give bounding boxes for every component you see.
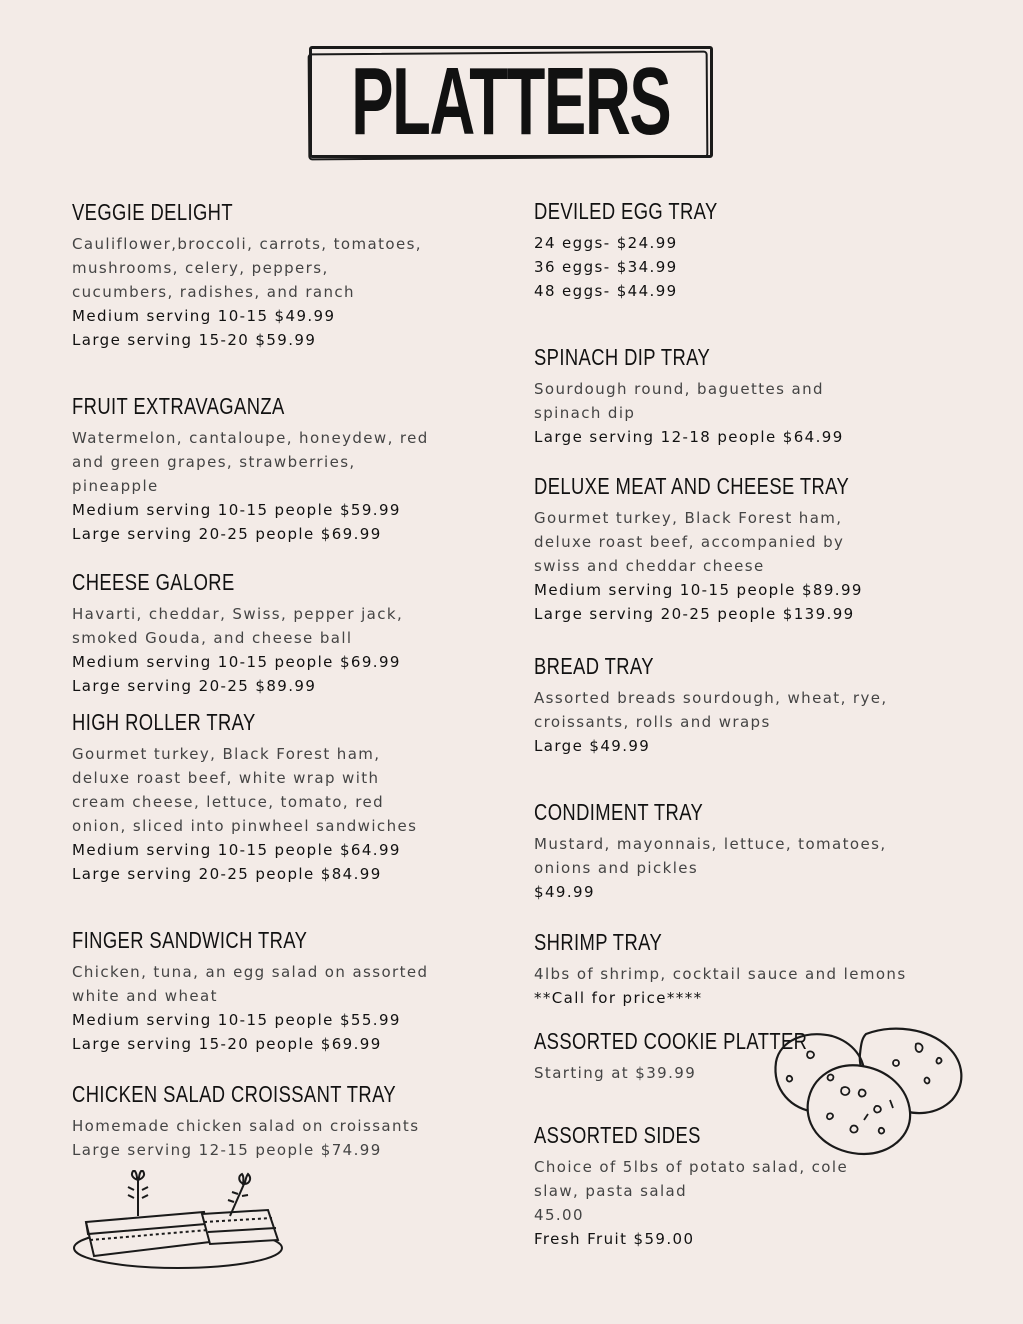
- item-name: CHEESE GALORE: [72, 569, 235, 595]
- menu-item-condiment-tray: [534, 798, 934, 904]
- item-description: Starting at $39.99: [534, 1064, 697, 1082]
- menu-item-finger-sandwich-tray: [72, 926, 472, 1056]
- sandwich-illustration: [72, 1170, 287, 1275]
- item-name: ASSORTED SIDES: [534, 1122, 701, 1148]
- item-price: Large serving 20-25 people $84.99: [72, 865, 382, 883]
- menu-item-high-roller-tray: [72, 708, 472, 886]
- item-price: Large serving 15-20 $59.99: [72, 331, 317, 349]
- sandwich-right: [202, 1210, 278, 1244]
- item-description: cream cheese, lettuce, tomato, red: [72, 793, 384, 811]
- item-name: VEGGIE DELIGHT: [72, 199, 234, 225]
- item-price: Large serving 20-25 people $69.99: [72, 525, 382, 543]
- item-description: 45.00: [534, 1206, 584, 1224]
- menu-item-veggie-delight: [72, 198, 472, 352]
- menu-item-shrimp-tray: [534, 928, 934, 1010]
- item-price: Medium serving 10-15 people $55.99: [72, 1011, 401, 1029]
- item-description: and green grapes, strawberries,: [72, 453, 356, 471]
- item-description: Choice of 5lbs of potato salad, cole: [534, 1158, 849, 1176]
- item-price: 36 eggs- $34.99: [534, 258, 678, 276]
- item-name: DEVILED EGG TRAY: [534, 198, 718, 224]
- item-description: deluxe roast beef, white wrap with: [72, 769, 380, 787]
- item-price: Medium serving 10-15 people $59.99: [72, 501, 401, 519]
- menu-item-fruit-extravaganza: [72, 392, 472, 546]
- menu-item-cheese-galore: [72, 568, 472, 698]
- item-description: spinach dip: [534, 404, 636, 422]
- item-description: white and wheat: [72, 987, 218, 1005]
- item-price: $49.99: [534, 883, 595, 901]
- item-price: 24 eggs- $24.99: [534, 234, 678, 252]
- item-description: Sourdough round, baguettes and: [534, 380, 824, 398]
- item-price: Large serving 20-25 people $139.99: [534, 605, 855, 623]
- item-name: BREAD TRAY: [534, 653, 654, 679]
- item-price: Medium serving 10-15 people $64.99: [72, 841, 401, 859]
- item-name: ASSORTED COOKIE PLATTER: [534, 1028, 808, 1054]
- menu-item-bread-tray: [534, 652, 934, 758]
- page-title: PLATTERS: [351, 48, 671, 155]
- item-name: FINGER SANDWICH TRAY: [72, 927, 308, 953]
- menu-item-chicken-salad-croissant-tray: [72, 1080, 472, 1162]
- item-description: Gourmet turkey, Black Forest ham,: [534, 509, 843, 527]
- sandwich-left: [86, 1212, 210, 1256]
- item-description: onions and pickles: [534, 859, 699, 877]
- cookie-front: [808, 1065, 910, 1154]
- item-price: Medium serving 10-15 people $69.99: [72, 653, 401, 671]
- item-description: Assorted breads sourdough, wheat, rye,: [534, 689, 888, 707]
- item-price: 48 eggs- $44.99: [534, 282, 678, 300]
- item-description: Chicken, tuna, an egg salad on assorted: [72, 963, 429, 981]
- item-description: smoked Gouda, and cheese ball: [72, 629, 353, 647]
- item-description: Large serving 12-15 people $74.99: [72, 1141, 382, 1159]
- item-price: Large $49.99: [534, 737, 651, 755]
- item-description: Homemade chicken salad on croissants: [72, 1117, 420, 1135]
- item-description: Havarti, cheddar, Swiss, pepper jack,: [72, 605, 404, 623]
- menu-item-assorted-cookie-platter: [534, 1027, 808, 1085]
- item-price: Medium serving 10-15 $49.99: [72, 307, 336, 325]
- item-description: pineapple: [72, 477, 159, 495]
- item-description: Mustard, mayonnais, lettuce, tomatoes,: [534, 835, 887, 853]
- menu-item-deluxe-meat-cheese-tray: [534, 472, 934, 626]
- item-name: HIGH ROLLER TRAY: [72, 709, 256, 735]
- cookies-illustration: [768, 1022, 968, 1157]
- item-name: FRUIT EXTRAVAGANZA: [72, 393, 285, 419]
- item-price: Large serving 12-18 people $64.99: [534, 428, 844, 446]
- item-description: swiss and cheddar cheese: [534, 557, 765, 575]
- menu-item-spinach-dip-tray: [534, 343, 934, 449]
- item-description: mushrooms, celery, peppers,: [72, 259, 329, 277]
- item-description: 4lbs of shrimp, cocktail sauce and lemons: [534, 965, 907, 983]
- item-description: croissants, rolls and wraps: [534, 713, 771, 731]
- item-description: Cauliflower,broccoli, carrots, tomatoes,: [72, 235, 422, 253]
- item-price: Fresh Fruit $59.00: [534, 1230, 695, 1248]
- item-name: CHICKEN SALAD CROISSANT TRAY: [72, 1081, 397, 1107]
- item-description: slaw, pasta salad: [534, 1182, 688, 1200]
- item-description: onion, sliced into pinwheel sandwiches: [72, 817, 418, 835]
- item-description: Watermelon, cantaloupe, honeydew, red: [72, 429, 429, 447]
- item-price: **Call for price****: [534, 989, 703, 1007]
- item-price: Large serving 15-20 people $69.99: [72, 1035, 382, 1053]
- item-name: CONDIMENT TRAY: [534, 799, 704, 825]
- menu-item-deviled-egg-tray: [534, 197, 934, 303]
- title-frame: [309, 46, 713, 158]
- item-description: deluxe roast beef, accompanied by: [534, 533, 845, 551]
- item-name: SHRIMP TRAY: [534, 929, 663, 955]
- item-name: SPINACH DIP TRAY: [534, 344, 711, 370]
- item-description: cucumbers, radishes, and ranch: [72, 283, 355, 301]
- item-price: Large serving 20-25 $89.99: [72, 677, 317, 695]
- item-name: DELUXE MEAT AND CHEESE TRAY: [534, 473, 850, 499]
- item-description: Gourmet turkey, Black Forest ham,: [72, 745, 381, 763]
- item-price: Medium serving 10-15 people $89.99: [534, 581, 863, 599]
